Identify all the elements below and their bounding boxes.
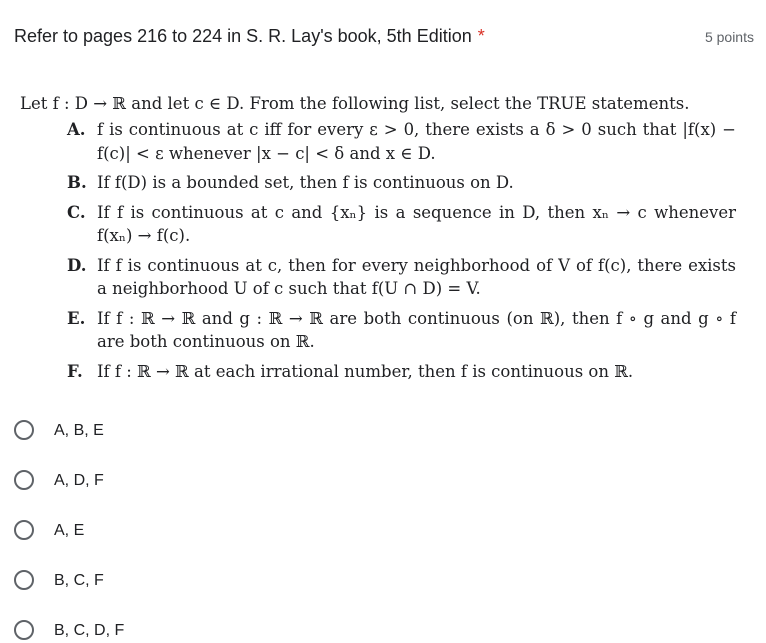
- statement-text: If f : ℝ → ℝ at each irrational number, then f is continuous on ℝ.: [97, 361, 634, 381]
- statement-b: [20, 171, 736, 195]
- statement-e: [20, 307, 736, 354]
- statement-text: If f : ℝ → ℝ and g : ℝ → ℝ are both continuous (on ℝ), then f ∘ g and g ∘ f are both continuous on ℝ.: [97, 308, 736, 351]
- statement-text: f is continuous at c iff for every ε > 0, there exists a δ > 0 such that |f(x) − f(c)| < ε whenever |x − c| < δ and x ∈ D.: [97, 120, 736, 163]
- option-b-c-f[interactable]: [14, 566, 714, 616]
- option-label[interactable]: B, C, D, F: [54, 622, 125, 639]
- statement-c: [20, 201, 736, 248]
- question-title-text: Refer to pages 216 to 224 in S. R. Lay's book, 5th Edition: [14, 26, 472, 46]
- radio-button[interactable]: [14, 620, 34, 640]
- statement-list: [20, 118, 736, 383]
- radio-button[interactable]: [14, 420, 34, 440]
- option-a-e[interactable]: [14, 516, 714, 566]
- problem-intro: Let f : D → ℝ and let c ∈ D. From the following list, select the TRUE statements.: [20, 94, 690, 113]
- option-label[interactable]: B, C, F: [54, 572, 104, 589]
- statement-letter: F.: [67, 361, 83, 381]
- option-label[interactable]: A, B, E: [54, 422, 104, 439]
- statement-letter: B.: [67, 173, 87, 192]
- statement-letter: C.: [67, 202, 86, 222]
- statement-f: [20, 360, 736, 384]
- radio-button[interactable]: [14, 520, 34, 540]
- option-b-c-d-f[interactable]: [14, 616, 714, 643]
- statement-letter: A.: [67, 120, 86, 139]
- option-label[interactable]: A, E: [54, 522, 85, 539]
- question-title: [14, 24, 485, 48]
- question-header: [14, 24, 754, 52]
- radio-button[interactable]: [14, 470, 34, 490]
- statement-text: If f(D) is a bounded set, then f is continuous on D.: [97, 173, 514, 192]
- statement-text: If f is continuous at c, then for every neighborhood of V of f(c), there exists a neighborhood U of c such that f(U ∩ D) = V.: [97, 255, 736, 298]
- statement-d: [20, 254, 736, 301]
- option-a-d-f[interactable]: [14, 466, 714, 516]
- option-a-b-e[interactable]: [14, 416, 714, 466]
- required-marker: *: [477, 26, 485, 46]
- statement-a: [20, 118, 736, 165]
- answer-options: [14, 416, 714, 643]
- points-label: 5 points: [704, 29, 754, 45]
- option-label[interactable]: A, D, F: [54, 472, 104, 489]
- statement-letter: E.: [67, 308, 86, 328]
- question-description: [20, 92, 736, 389]
- statement-text: If f is continuous at c and {xₙ} is a sequence in D, then xₙ → c whenever f(xₙ) → f(c).: [97, 202, 736, 245]
- statement-letter: D.: [67, 255, 87, 275]
- radio-button[interactable]: [14, 570, 34, 590]
